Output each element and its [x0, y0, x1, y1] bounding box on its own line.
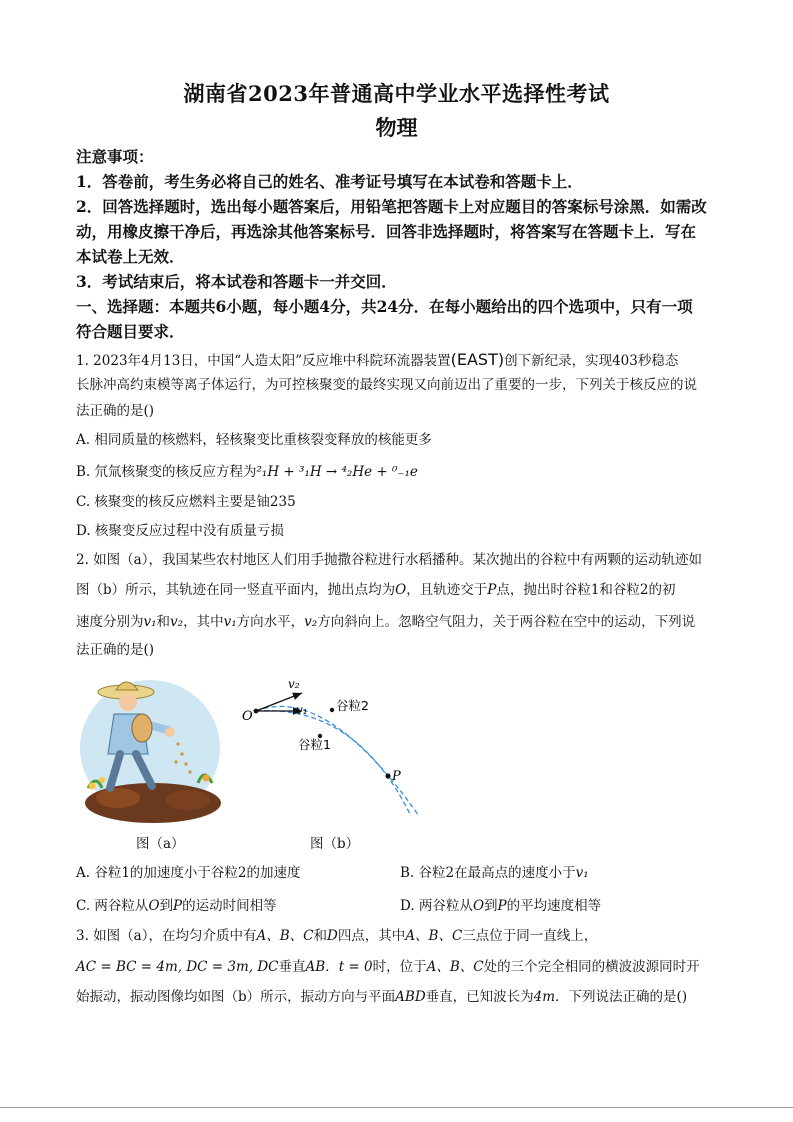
- q1-option-b: [76, 462, 418, 482]
- q3-abc-c: A、B、C: [426, 959, 484, 975]
- q2-point-p: P: [487, 582, 497, 598]
- q2-d1: D. 两谷粒从: [400, 898, 473, 914]
- q3-a1: 3. 如图（a），在均匀介质中有: [76, 928, 257, 944]
- q2-d-o: O: [472, 898, 485, 914]
- q3-a2: 和: [313, 928, 327, 944]
- q3-t0: t = 0: [338, 959, 373, 975]
- exam-title: 湖南省2023年普通高中学业水平选择性考试: [183, 81, 610, 106]
- q1-option-b-text: B. 氘氚核聚变的核反应方程为: [76, 464, 257, 480]
- q1-stem-a: 1. 2023年4月13日，中国“人造太阳”反应堆中科院环流器装置: [76, 353, 451, 369]
- q3-a4: 三点位于同一直线上，: [462, 928, 598, 944]
- q2-stem-line2: [76, 578, 721, 603]
- q2-d-p: P: [497, 898, 507, 914]
- q3-stem-line3: [76, 985, 721, 1010]
- q1-east: (EAST): [450, 350, 505, 369]
- q2-stem-line3: [76, 610, 721, 635]
- q2-stem-b1: 图（b）所示，其轨迹在同一竖直平面内，抛出点均为: [76, 582, 396, 598]
- notice-item-2c: 本试卷上无效．: [76, 247, 185, 266]
- point-p: [385, 773, 390, 778]
- q3-abd: ABD: [395, 989, 426, 1005]
- trajectory-diagram: [236, 674, 426, 822]
- q2-v2: v₂: [170, 614, 184, 630]
- q2-c-o: O: [148, 898, 160, 914]
- q2-c2: 到: [159, 898, 174, 914]
- q2-stem-b3: 点，抛出时谷粒1和谷粒2的初: [496, 582, 676, 598]
- q2-stem-c2: ，其中: [183, 614, 224, 630]
- q1-option-b-equation: ²₁H + ³₁H → ⁴₂He + ⁰₋₁e: [256, 464, 418, 480]
- q2-stem-c4: 方向斜向上。忽略空气阻力，关于两谷粒在空中的运动，下列说: [317, 614, 696, 630]
- q1-option-c: C. 核聚变的核反应燃料主要是铀235: [76, 494, 296, 510]
- q1-stem-b: 创下新纪录，实现403秒稳态: [504, 353, 679, 369]
- q3-equation: AC = BC = 4m, DC = 3m, DC: [76, 959, 279, 975]
- page-bottom-rule: [0, 1107, 793, 1108]
- q1-stem-line3: 法正确的是(): [76, 403, 155, 419]
- subject-title: 物理: [375, 115, 418, 140]
- notice-item-1: 1．答卷前，考生务必将自己的姓名、准考证号填写在本试卷和答题卡上．: [76, 172, 583, 191]
- q3-b2: 时，位于: [372, 959, 427, 975]
- q2-point-o: O: [395, 582, 407, 598]
- q2-option-b: [400, 863, 589, 883]
- q2-stem-line1: 2. 如图（a），我国某些农村地区人们用手抛撒谷粒进行水稻播种。某次抛出的谷粒中有两颗的运动轨迹如: [76, 552, 702, 568]
- q2-c-p: P: [173, 898, 183, 914]
- fig-a-caption: 图（a）: [136, 836, 185, 852]
- notice-item-2a: 2．回答选择题时，选出每小题答案后，用铅笔把答题卡上对应题目的答案标号涂黑．如需改: [76, 197, 707, 216]
- notice-item-2b: 动，用橡皮擦干净后，再选涂其他答案标号．回答非选择题时，将答案写在答题卡上．写在: [76, 222, 697, 241]
- section-heading-a: 一、选择题：本题共6小题，每小题4分，共24分．在每小题给出的四个选项中，只有一项: [76, 297, 693, 316]
- point-o: [254, 709, 259, 714]
- q2-d3: 的平均速度相等: [506, 898, 602, 914]
- trajectory-grain-2: [256, 706, 419, 816]
- q3-d: D: [326, 928, 338, 944]
- section-heading-b: 符合题目要求．: [76, 322, 185, 341]
- q2-stem-c3: 方向水平，: [236, 614, 305, 630]
- o-label: O: [242, 709, 253, 724]
- q2-stem-b2: ，且轨迹交于: [406, 582, 488, 598]
- q1-option-a: A. 相同质量的核燃料，轻核聚变比重核裂变释放的核能更多: [76, 432, 432, 448]
- q2-option-a: A. 谷粒1的加速度小于谷粒2的加速度: [76, 865, 301, 881]
- q2-stem-line4: 法正确的是(): [76, 642, 155, 658]
- q2-d2: 到: [484, 898, 498, 914]
- q3-stem-line2: AC = BC = 4m, DC = 3m, DC垂直AB．t = 0时，位于A、B、C处的三个完全相同的横波波源同时开: [76, 959, 700, 975]
- grain-2-label: 谷粒2: [336, 698, 369, 713]
- q2-v1-b: v₁: [223, 614, 237, 630]
- q3-b3: 处的三个完全相同的横波波源同时开: [483, 959, 700, 975]
- q2-stem-c1: 速度分别为: [76, 614, 144, 630]
- q1-stem-line1: [76, 347, 721, 374]
- q2-v2-b: v₂: [304, 614, 318, 630]
- v1-label: v₁: [296, 703, 308, 717]
- q3-ab: AB: [305, 959, 326, 975]
- q2-c3: 的运动时间相等: [182, 898, 277, 914]
- q3-c3: ．下列说法正确的是(): [555, 989, 688, 1005]
- notice-item-3: 3．考试结束后，将本试卷和答题卡一并交回．: [76, 272, 397, 291]
- q3-a3: 四点，其中: [337, 928, 406, 944]
- q2-and: 和: [156, 614, 171, 630]
- q3-c2: 垂直，已知波长为: [425, 989, 534, 1005]
- q3-lambda: 4m: [533, 989, 556, 1005]
- q3-b1: 垂直: [278, 959, 306, 975]
- grain-1-label: 谷粒1: [298, 737, 331, 752]
- fig-b-caption: 图（b）: [310, 836, 360, 852]
- q3-stem-line1: [76, 924, 721, 949]
- farmer-sowing-illustration: [78, 668, 228, 826]
- q1-stem-line2: 长脉冲高约束模等离子体运行，为可控核聚变的最终实现又向前迈出了重要的一步，下列关于核反应的说: [76, 377, 697, 393]
- q2-option-c: [76, 896, 277, 916]
- q3-c1: 始振动，振动图像均如图（b）所示，振动方向与平面: [76, 989, 396, 1005]
- q2-option-b-text: B. 谷粒2在最高点的速度小于: [400, 865, 576, 881]
- trajectory-grain-1: [256, 711, 411, 816]
- q2-c1: C. 两谷粒从: [76, 898, 149, 914]
- notice-heading: 注意事项：: [76, 147, 154, 166]
- v2-label: v₂: [288, 677, 300, 691]
- grain-2-point: [330, 708, 334, 712]
- q3-abc: A、B、C: [256, 928, 314, 944]
- q3-abc-b: A、B、C: [405, 928, 463, 944]
- p-label: P: [392, 769, 401, 784]
- q2-option-b-v1: v₁: [575, 865, 589, 881]
- q2-v1: v₁: [143, 614, 157, 630]
- q1-option-d: D. 核聚变反应过程中没有质量亏损: [76, 523, 284, 539]
- q2-option-d: [400, 896, 601, 916]
